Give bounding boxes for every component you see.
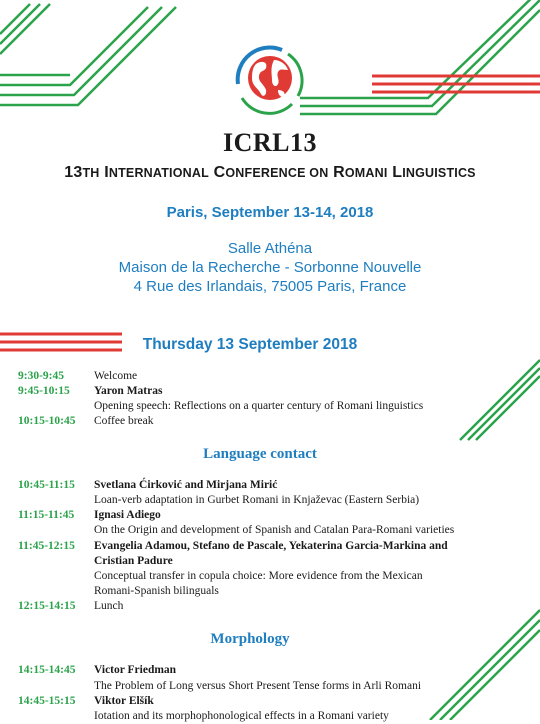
session-speaker: Yaron Matras bbox=[94, 385, 163, 397]
top-left-green-stripes bbox=[0, 4, 50, 54]
session-title: On the Origin and development of Spanish and Catalan Para-Romani varieties bbox=[94, 524, 455, 536]
session-title: Lunch bbox=[94, 600, 124, 612]
conference-subtitle: 13TH INTERNATIONAL CONFERENCE ON ROMANI LINGUISTICS bbox=[64, 164, 476, 181]
session-time: 12:15-14:15 bbox=[18, 600, 76, 612]
top-right-green-stripes bbox=[300, 0, 540, 114]
session-time: 10:45-11:15 bbox=[18, 479, 75, 491]
globe-logo-icon bbox=[230, 40, 310, 118]
venue-building: Maison de la Recherche - Sorbonne Nouvelle bbox=[118, 259, 422, 276]
session-speaker: Evangelia Adamou, Stefano de Pascale, Yekaterina Garcia-Markina and bbox=[94, 540, 448, 552]
session-time: 14:15-14:45 bbox=[18, 664, 76, 676]
session-speaker: Viktor Elšík bbox=[94, 695, 154, 707]
session-time: 11:45-12:15 bbox=[18, 540, 75, 552]
session-title: Opening speech: Reflections on a quarter century of Romani linguistics bbox=[94, 400, 424, 412]
session-time: 11:15-11:45 bbox=[18, 509, 75, 521]
session-speaker: Cristian Padure bbox=[94, 555, 173, 567]
venue-block bbox=[0, 239, 540, 296]
session-title: Romani-Spanish bilinguals bbox=[94, 585, 219, 597]
venue-room: Salle Athéna bbox=[227, 240, 313, 257]
day-title: Thursday 13 September 2018 bbox=[142, 336, 358, 353]
session-time: 14:45-15:15 bbox=[18, 695, 76, 707]
session-title: Welcome bbox=[94, 370, 138, 382]
right-red-stripes bbox=[372, 76, 540, 92]
session-speaker: Ignasi Adiego bbox=[94, 509, 161, 521]
session-time: 10:15-10:45 bbox=[18, 415, 76, 427]
date-place: Paris, September 13-14, 2018 bbox=[166, 204, 374, 221]
session-title: Conceptual transfer in copula choice: More evidence from the Mexican bbox=[94, 570, 423, 582]
session-speaker: Victor Friedman bbox=[94, 664, 177, 676]
session-title: Coffee break bbox=[94, 415, 154, 427]
left-red-green-stripes bbox=[0, 7, 176, 105]
conference-acronym: ICRL13 bbox=[222, 128, 317, 157]
session-time: 9:45-10:15 bbox=[18, 385, 70, 397]
session-time: 9:30-9:45 bbox=[18, 370, 64, 382]
session-title: Loan-verb adaptation in Gurbet Romani in Knjaževac (Eastern Serbia) bbox=[94, 494, 420, 506]
section-heading-language-contact: Language contact bbox=[203, 446, 317, 462]
session-speaker: Svetlana Ćirković and Mirjana Mirić bbox=[94, 479, 278, 491]
section-heading-morphology: Morphology bbox=[210, 631, 290, 647]
venue-address: 4 Rue des Irlandais, 75005 Paris, France bbox=[133, 278, 407, 295]
session-title: The Problem of Long versus Short Present Tense forms in Arli Romani bbox=[94, 680, 422, 692]
session-title: Iotation and its morphophonological effects in a Romani variety bbox=[94, 710, 389, 722]
